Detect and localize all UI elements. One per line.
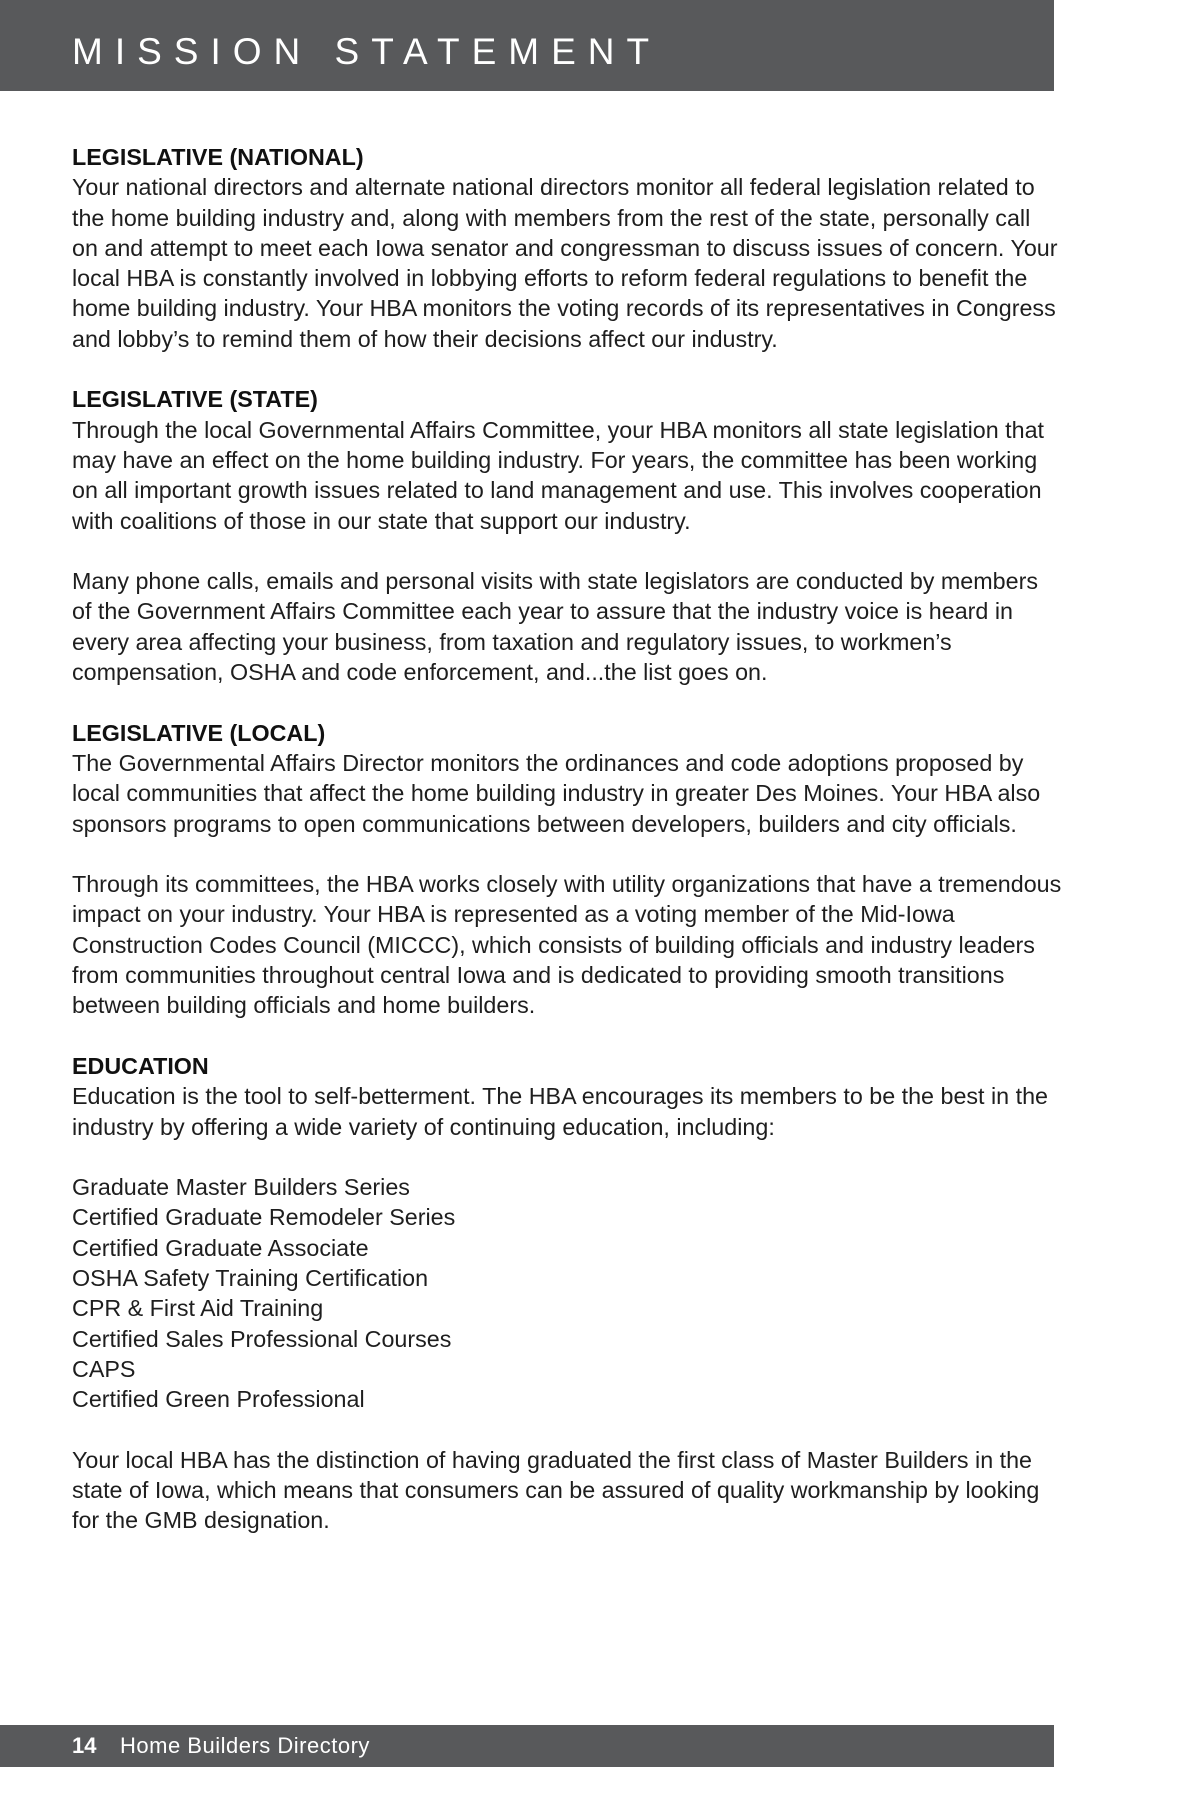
list-item: Certified Green Professional — [72, 1386, 365, 1413]
course-list — [72, 1172, 1062, 1414]
spacer — [72, 354, 1062, 384]
list-item: Graduate Master Builders Series — [72, 1174, 410, 1201]
section-heading: EDUCATION — [72, 1052, 209, 1079]
section-paragraph: Through its committees, the HBA works closely with utility organizations that have a tremendous impact on your industry. Your HBA is represented as a voting member of the Mid-Iowa Construction Codes Council (MICCC), which consists of building officials and industry leaders from communities throughout central Iowa and is dedicated to providing smooth transitions between building officials and home builders. — [72, 871, 1062, 1019]
spacer — [72, 687, 1062, 717]
section-legislative-state — [72, 384, 1062, 687]
spacer — [72, 1414, 1062, 1444]
section-heading: LEGISLATIVE (STATE) — [72, 386, 318, 413]
spacer — [72, 1142, 1062, 1172]
spacer — [72, 839, 1062, 869]
list-item: CAPS — [72, 1355, 136, 1382]
section-heading: LEGISLATIVE (NATIONAL) — [72, 144, 364, 170]
section-paragraph: Through the local Governmental Affairs Committee, your HBA monitors all state legislation that may have an effect on the home building industry. For years, the committee has been working on all important growth issues related to land management and use. This involves cooperation with coalitions of those in our state that support our industry. — [72, 416, 1045, 534]
section-paragraph: Your national directors and alternate national directors monitor all federal legislation related to the home building industry and, along with members from the rest of the state, personally call on and attempt to meet each Iowa senator and congressman to discuss issues of concern. Your local HBA is constantly involved in lobbying efforts to reform federal regulations to benefit the home building industry. Your HBA monitors the voting records of its representatives in Congress and lobby’s to remind them of how their decisions affect our industry. — [72, 174, 1058, 352]
list-item: CPR & First Aid Training — [72, 1295, 324, 1322]
section-paragraph: Your local HBA has the distinction of having graduated the first class of Master Builders in the state of Iowa, which means that consumers can be assured of quality workmanship by looking for the GMB designation. — [72, 1446, 1040, 1534]
list-item: Certified Graduate Associate — [72, 1234, 369, 1261]
footer-bar — [0, 1725, 1054, 1767]
page-content — [72, 142, 1062, 1536]
list-item: Certified Sales Professional Courses — [72, 1325, 452, 1352]
publication-title: Home Builders Directory — [120, 1733, 370, 1758]
page-number: 14 — [72, 1733, 97, 1758]
page-title: MISSION STATEMENT — [72, 31, 662, 72]
section-education — [72, 1051, 1062, 1536]
section-paragraph: The Governmental Affairs Director monitors the ordinances and code adoptions proposed by local communities that affect the home building industry in greater Des Moines. Your HBA also sponsors programs to open communications between developers, builders and city officials. — [72, 749, 1041, 837]
section-paragraph: Education is the tool to self-betterment. The HBA encourages its members to be the best in the industry by offering a wide variety of continuing education, including: — [72, 1083, 1048, 1140]
section-heading: LEGISLATIVE (LOCAL) — [72, 719, 326, 746]
section-paragraph: Many phone calls, emails and personal visits with state legislators are conducted by members of the Government Affairs Committee each year to assure that the industry voice is heard in every area affecting your business, from taxation and regulatory issues, to workmen’s compensation, OSHA and code enforcement, and...the list goes on. — [72, 568, 1038, 686]
list-item: Certified Graduate Remodeler Series — [72, 1204, 456, 1231]
list-item: OSHA Safety Training Certification — [72, 1264, 429, 1291]
section-legislative-local — [72, 718, 1062, 1021]
spacer — [72, 1021, 1062, 1051]
header-bar — [0, 0, 1054, 91]
section-legislative-national — [72, 142, 1062, 354]
spacer — [72, 536, 1062, 566]
